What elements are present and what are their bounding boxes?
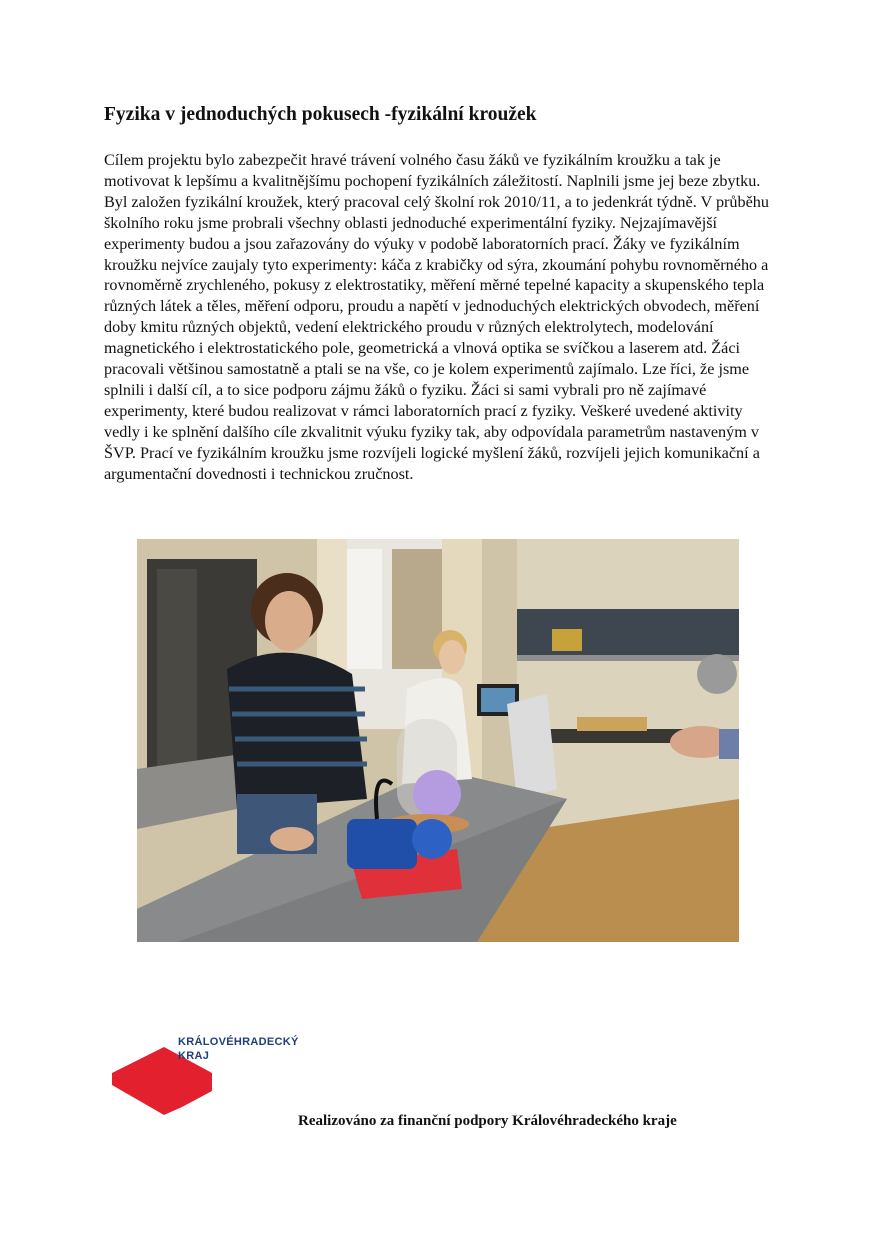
funding-note: Realizováno za finanční podpory Královéhradeckého kraje (298, 1113, 677, 1129)
logo-line-1: KRÁLOVÉHRADECKÝ (178, 1036, 299, 1048)
logo-line-2: KRAJ (178, 1050, 210, 1062)
body-paragraph: Cílem projektu bylo zabezpečit hravé trávení volného času žáků ve fyzikálním kroužku a tak je motivovat k lepšímu a kvalitnějšímu pochopení fyzikálních záležitostí. Naplnili jsme jej beze zbytku. Byl založen fyzikální kroužek, který pracoval celý školní rok 2010/11, a to jedenkrát týdně. V průběhu školního roku jsme probrali všechny oblasti jednoduché experimentální fyziky. Nejzajímavější experimenty budou a jsou zařazovány do výuky v podobě laboratorních prací. Žáky ve fyzikálním kroužku nejvíce zaujaly tyto experimenty: káča z krabičky od sýra, zkoumání pohybu rovnoměrného a rovnoměrně zrychleného, pokusy z elektrostatiky, měření měrné tepelné kapacity a skupenského tepla různých látek a těles, měření odporu, proudu a napětí v jednoduchých elektrických obvodech, měření doby kmitu různých objektů, vedení elektrického proudu v různých elektrolytech, modelování magnetického i elektrostatického pole, geometrická a vlnová optika se svíčkou a laserem atd. Žáci pracovali většinou samostatně a ptali se na vše, co je kolem experimentů zajímalo. Lze říci, že jsme splnili i další cíl, a to sice podporu zájmu žáků o fyziku. Žáci si sami vybrali pro ně zajímavé experimenty, které budou realizovat v rámci laboratorních prací z fyziky. Veškeré uvedené aktivity vedly i ke splnění dalšího cíle zkvalitnit výuku fyziky tak, aby odpovídala parametrům nastaveným v ŠVP. Prací ve fyzikálním kroužku jsme rozvíjeli logické myšlení žáků, rozvíjeli jejich komunikační a argumentační dovednosti i technickou zručnost. (104, 151, 769, 483)
logo-text (178, 1035, 299, 1063)
document-title: Fyzika v jednoduchých pokusech -fyzikální kroužek (104, 104, 537, 125)
classroom-photo (137, 539, 739, 942)
